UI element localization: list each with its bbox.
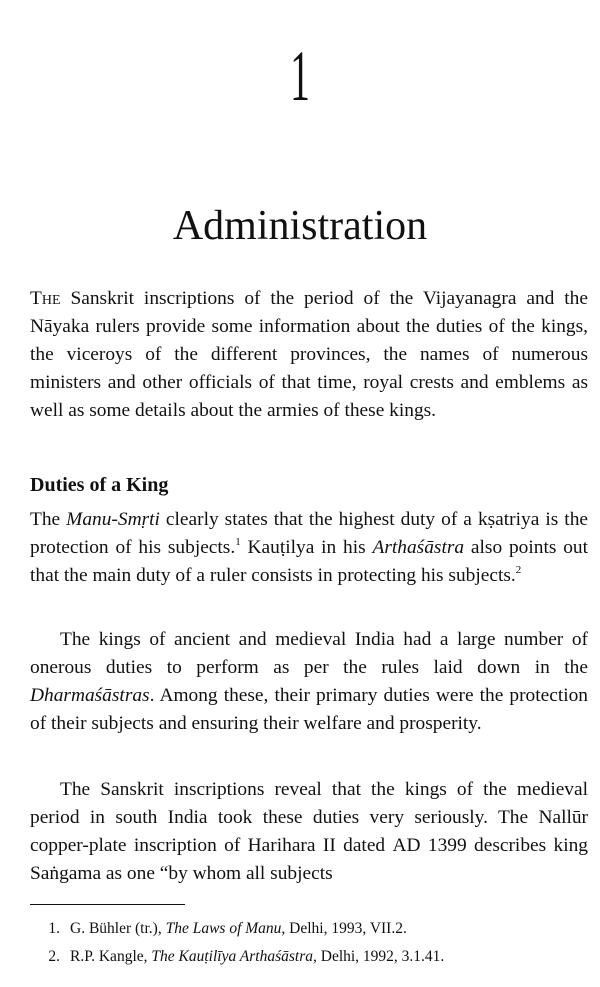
chapter-title: Administration [172,203,428,249]
footnote-text [70,915,407,943]
paragraph-2-text: . Among these, their primary duties were the protection of their subjects and ensuring their welfare and prosperity. [30,685,588,734]
footnote-details: , Delhi, 1992, 3.1.41. [313,948,445,965]
footnote-title: The Laws of Manu [165,920,282,937]
work-title-manusmrti: Manu-Smṛti [66,509,160,530]
footnote-ref-2[interactable]: 2 [515,564,522,576]
footnote-ref-1[interactable]: 1 [235,536,241,548]
footnote-divider [30,904,185,905]
work-title-dharmasastras: Dharmaśāstras [30,685,150,706]
paragraph-1-text: also points out that the main duty of a ruler consists in protecting his subjects. [30,537,588,586]
footnote-number: 2. [48,948,60,965]
paragraph-1-text: The [30,509,67,530]
intro-lead-word: The [30,288,61,309]
intro-paragraph [30,285,588,425]
paragraph-2 [30,626,588,738]
chapter-number: 1 [290,36,310,116]
footnote-item [30,943,590,971]
footnote-number: 1. [48,920,60,937]
paragraph-3-text: The Sanskrit inscriptions reveal that the kings of the medieval period in south India took these duties very seriously. The Nallūr copper-plate inscription of Harihara II dated [30,779,588,856]
paragraph-3 [30,776,588,888]
paragraph-3-text: 1399 describes king Saṅgama as one “by whom all subjects [30,835,588,884]
footnotes-list [30,915,590,971]
paragraph-1-text: clearly states that the highest duty of a kṣatriya is the protection of his subjects. [30,509,588,558]
footnote-author: G. Bühler (tr.), [70,920,166,937]
paragraph-1 [30,506,588,590]
intro-text: Sanskrit inscriptions of the period of the Vijayanagra and the Nāyaka rulers provide some information about the duties of the kings, the viceroys of the different provinces, the names of numerous ministers and other officials of that time, royal crests and emblems as well as some details about the armies of these kings. [30,288,588,421]
footnote-text [70,943,444,971]
era-abbreviation: AD [392,835,421,856]
paragraph-1-text: Kauṭilya in his [240,537,373,558]
paragraph-2-text: The kings of ancient and medieval India had a large number of onerous duties to perform as per the rules laid down in the [30,629,588,678]
footnote-item [30,915,590,943]
footnote-title: The Kauṭilīya Arthaśāstra [151,948,313,965]
footnote-details: , Delhi, 1993, VII.2. [281,920,407,937]
section-heading: Duties of a King [30,474,169,496]
footnote-author: R.P. Kangle, [70,948,152,965]
work-title-arthasastra: Arthaśāstra [372,537,465,558]
